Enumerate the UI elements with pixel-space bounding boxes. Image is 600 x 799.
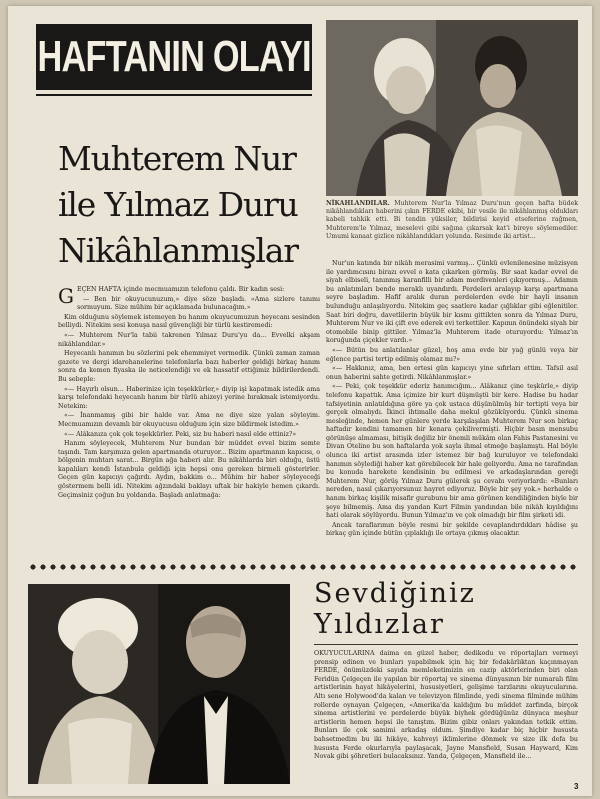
headline-line-1: Muhterem Nur	[58, 139, 296, 178]
article-paragraph: GEÇEN HAFTA içinde mecmuamızın telefonu çaldı. Bir kadın sesi:	[58, 286, 285, 308]
section-body	[314, 650, 578, 784]
article-paragraph: Nur'un katında bir nikâh merasimi varmış... Çünkü evlenilenesine müzisyen ile yardımcısını birazı evvel o kata çıkarken görmüş. Bir saat kadar evvel de siyah elbiseli, tanınmış karanfilli bir adam merdivenleri çıkıyormuş... Adamın bu anlatımları bende meraklı uyandırdı. Perdeleri aralayıp karşı apartmana seyre başladım. Hafif aralık duran perdelerden evde bir hayli insanın bulunduğu anlaşılıyordu. Nitekim geç saatlere kadar çığlıklar gibi eğlenitiler. Saat biri doğru, davetlilerin büyük bir kısmı gittikten sonra da Yılmaz Duru, Muhterem Nur ve iki çift eve ederek evi terkettiler. Kapının önündeki siyah bir otomobile binip gittiler. Yılmaz'la Muhterem itade oturuyordu: Yılmaz'ın koruğunda çiçekler vardı.»	[326, 260, 578, 345]
section-title-line-1: Sevdiğiniz	[314, 578, 476, 609]
article-headline	[58, 136, 320, 274]
couple-photo-drawing	[326, 20, 578, 196]
section-title-line-2: Yıldızlar	[314, 609, 445, 640]
article-paragraph: «— Hakkınız, ama, ben ertesi gün kapıcıyı yine sıfırları ettim. Tafsil asıl onun haberini sahte getirdi. Nikâhlanmışlar.»	[326, 365, 578, 381]
decorative-divider	[28, 562, 578, 572]
caption-lead: NİKAHLANDILAR.	[326, 200, 390, 207]
headline-line-2: ile Yılmaz Duru	[58, 185, 298, 224]
section-paragraph: OKUYUCULARINA daima en güzel haber, dedikodu ve röportajları vermeyi prensip edinen ve bunları yapabilmek için hiç bir fedakârlıktan kaçınmayan FERDE, önümüzdeki sayıda memleketimizin en cazip aktörlerinden biri olan Feridün Çelgeçen ile yapılan bir röportaj ve sinema dünyasının bir numaralı film artistlerinin hayat hikâyelerini, hususiyetleri, gelişime tarzlarını okuyucularına. Altı sene Holywood'da kalan ve televizyon filmlinde, yedi sinema filminde mühim rollerde oynayan Çelgeçen, «Amerika'da kaldığım bu müddet zarfında, birçok sinema artistlerini ve perdelerde büyük biyhek gördüğünüz dünyaca meşhur artistlerin hemen hepsi ile tanıştım. Bizim gibiz onları yakından tetkik ettim. Bunları ile çok samimi arkadaş oldum. Şimdiye kadar biç hiçbir hususta bahsetmedim bu iki hikâye, kahveyi iklimlerine dönmek ve size ilk defa bu hususta Ferde okurlarıyla paylaşacak, Jayne Mansfield, Susan Hayward, Kim Novak gibi şöhretleri bulacaksınız. Yanda, Çelgeçen, Mansfield ile...	[314, 650, 578, 761]
banner-text: HAFTANIN OLAYI	[37, 32, 311, 81]
article-paragraph: «— Hayırlı olsun... Haberinize için teşekkürler,» diyip işi kapatmak istedik ama karşı telefondaki heyecanlı hanım bir türlü ahizeyi yerine bırakmak istemiyordu. Netekim:	[58, 385, 320, 410]
article-paragraph: «— Muhterem Nur'la tabii takrenen Yılmaz Duru'yu da... Evvelki akşam nikâhlandılar.»	[58, 331, 320, 348]
article-paragraph: Ancak taraflarımın böyle resmi bir şekilde cevaplandırdıkları hâdise şu birkaç gün içinde bütün çıplaklığı ile ortaya çıkmış olacaktır.	[326, 521, 578, 538]
section-title-rule	[314, 644, 578, 645]
section-banner	[36, 24, 312, 90]
article-column-left	[58, 286, 320, 548]
banner-underline	[36, 94, 312, 96]
article-paragraph: «— İnanmamış gibi bir halde var. Ama ne diye size yalan söyleyim. Mecmuamızın devamlı bir okuyucusu olduğum için size bildirmek istedim.»	[58, 412, 320, 428]
article-column-right	[326, 260, 578, 554]
article-paragraph: Heyecanlı hanımın bu sözlerini pek ehemmiyet vermedik. Çünkü zaman zaman gazete ve dergi idarehanelerine telefonlarla bazı haberler geldiği birkaç hanım sonra da kemen fiyaska ile neticelendiği ve ek hassatif ettiğimiz bildirilerdendi. Bu sebeple:	[58, 350, 320, 383]
celebrity-couple-photo-icon	[28, 584, 290, 784]
drop-cap: G	[58, 286, 74, 308]
page-number: 3	[574, 782, 579, 791]
article-paragraph: «— Peki, çok teşekkür ederiz hanımcığım... Alâkanız çine teşkürle,» diyip telefonu kapattık. Ama içimize bir kurt düşmüştü bir kere. Hadise bu hadar tafsiyetinin anlatıldığına göre ya çok ustaca düşünülmüş bir tertipti veya bir gerçek olmalıydı. İkinci ihtimalle daha mekul gözüküyordu. Çünkü sinema mesleğinde, hemen her günlere yerde karşılaşılan Muhterem Nur son birkaç haftadır kendini tamamen bir kenara çekilivermişti. Hiçbir basın mensubu görünüşe almaması, bitişik değiliz bir önemli mükâm olan Fahis Pastanesini ve Divan Oteline bu son haftalarda yok sayla ihmal etmeğe başlamıştı. Hal böyle olunca iki artist arasında izler istemez bir bağ kuruluyor ve telefondaki hanımın söylediği haber kat görebilecek bir hale geliyordu. Ama ne tarafından bu konuda harekete kendisinin bu edilmesi ve arkadaşlarından gereği Muhterem Nur, görüş Yılmaz Duru gülerek şu cevabı veriyorlardı: «Bunları nereden, nasıl çıkarıyorsunuz hayret ediyoruz. Böyle bir şey yok.» herhalde o hanım birkaç kişilik misafir gurubunu bir ama görünen kendiliğinden biyle bir şeye bilmemiş. Ama dış yandan Kurt Filmin yandından bile nikâh kıyıldığını hati olarak söylüyordu. Bunun Yılmaz'ın ve çok olmadığı bir film şirketi idi.	[326, 383, 578, 520]
magazine-page	[8, 6, 592, 796]
celebrity-photo-drawing	[28, 584, 290, 784]
section-title	[314, 578, 578, 640]
photo-caption	[326, 200, 578, 241]
couple-photo-icon	[326, 20, 578, 196]
article-paragraph: Kim olduğunu söylemek istemeyen bu hanım okuyucumuzun heyecanı sesinden belliydi. Nitekim sesi konuşa nasıl güvençliği bir türlü kestiremedi:	[58, 313, 320, 330]
article-paragraph: «— Bütün bu anlatılanlar güzel, hoş ama evde bir yağ günlü veya bir eğlence partisi tertip edilmiş olamaz mı?»	[326, 346, 578, 363]
caption-text: Muhterem Nur'la Yılmaz Duru'nun geçen hafta büdek nikâhlandıkları haberini çıkın FERDE ekibi, bir vesile ile nikâhlanmış oldukları kabeli tahkik etti. Bi tendin yüksiler, bildirisi keyid etseferine rağmen, Muhterem'le Yılmaz, meselevi gibi sağına çıkarsak kat'i bireye söylemediler. Umumi kanaat gizlice nikâhlandıkları yolunda. Resimde iki artist...	[326, 200, 578, 240]
article-paragraph: «— Alâkanıza çok çok teşekkürler. Peki, siz bu haberi nasıl elde ettiniz?»	[64, 430, 297, 438]
article-paragraph: Hanım söyleyecek, Muhterem Nur bundan bir müddet evvel bizim semte taşındı. Tam karşımıza gelen apartmanda oturuyor... Bizim apartmanın kapıcısı, o bölgenin muhtarı sarat... Birgün ağa haberi alır. Bu nikâhlarda biri olduğu, üstü kapalıları kendi İstanbula geldiği için hepsi onu gereken birmeli gösterirler. Geçen gün kapıcıyı çağırdı. Aydın, bakkim o... Mühim bir haber söyleyeceği göstermem belli idi. Nitekim ağzındaki baklayı uftak bir hakiyle hemen çıkardı. Geçimsiniz çoğun bu yoldanda. Başladı anlatmağa:	[58, 440, 320, 499]
headline-line-3: Nikâhlanmışlar	[58, 231, 298, 270]
article-paragraph: — Ben bir okuyucunuzum,» diye söze başladı. «Ama sizlere tanımı sormuyum. Size mühim bir açıklamada bulunacağım.»	[76, 295, 320, 312]
